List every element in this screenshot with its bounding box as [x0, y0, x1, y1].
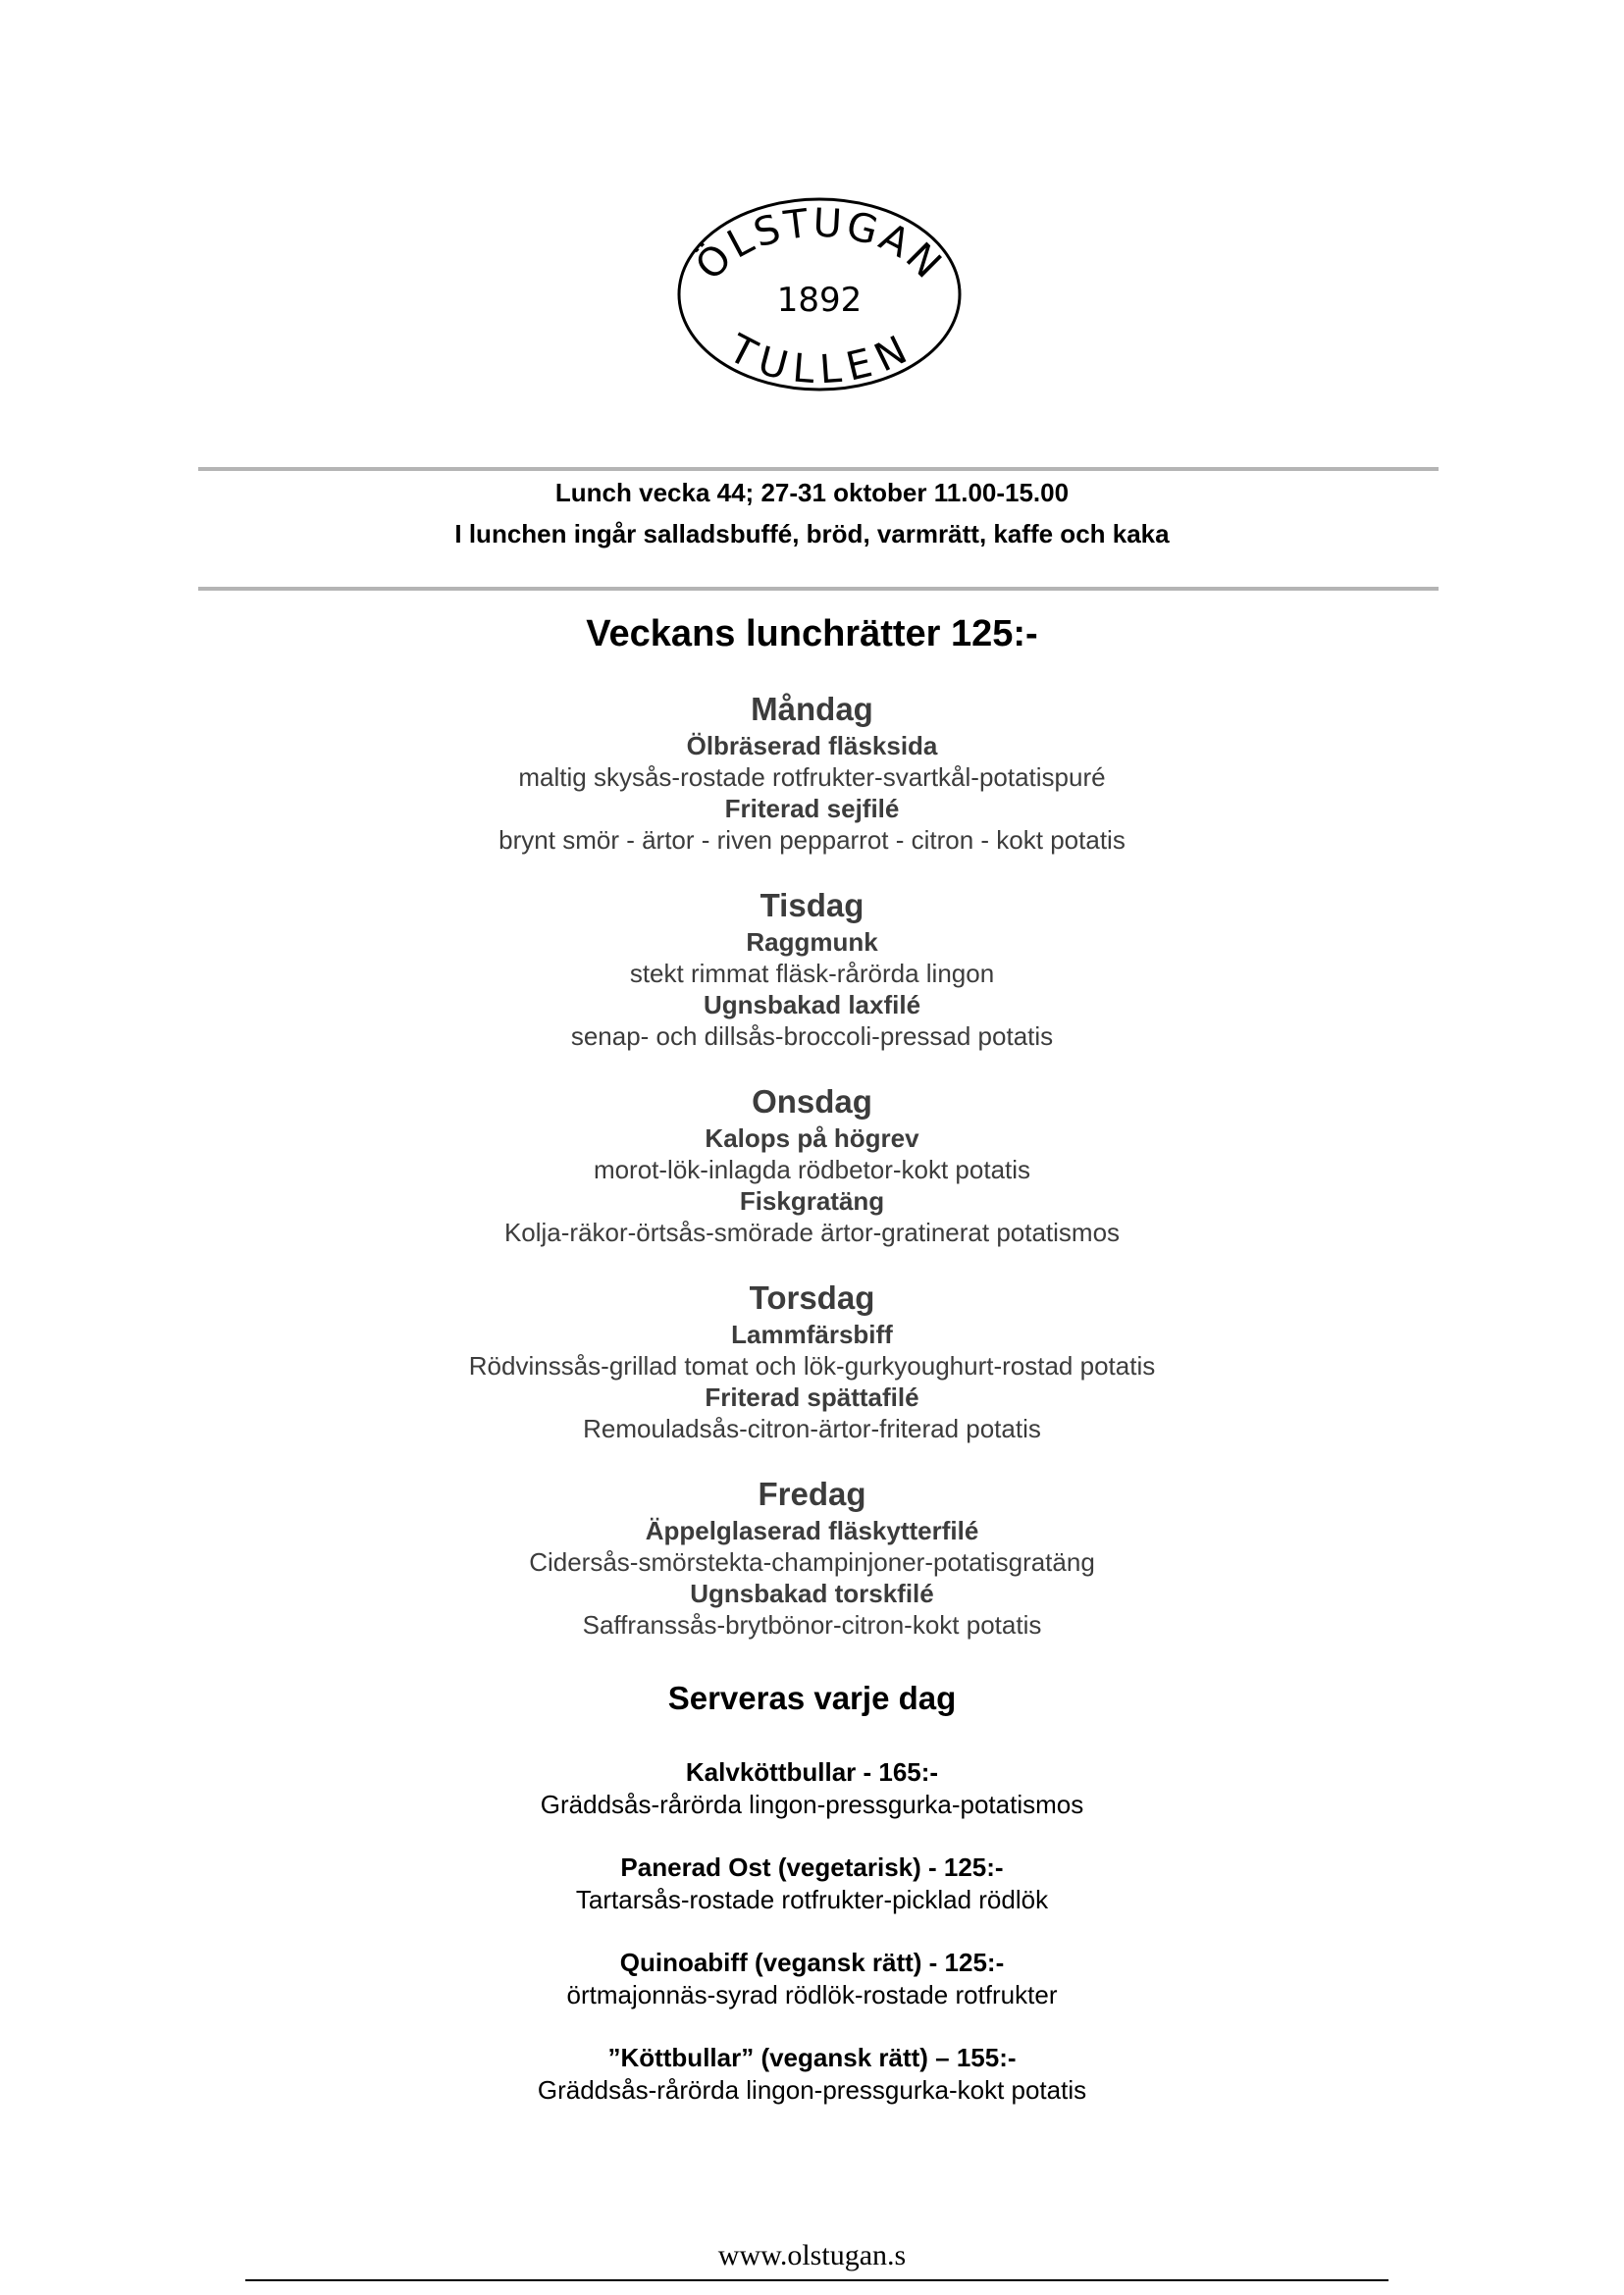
daily-item: [0, 2042, 1624, 2107]
dish-description: senap- och dillsås-broccoli-pressad potatis: [570, 1021, 1054, 1051]
dish-description: Gräddsås-rårörda lingon-pressgurka-potatismos: [540, 1790, 1084, 1819]
dish-description: Tartarsås-rostade rotfrukter-picklad rödlök: [575, 1885, 1049, 1914]
dish-name: Raggmunk: [746, 927, 878, 957]
dish-description: Saffranssås-brytbönor-citron-kokt potatis: [582, 1610, 1042, 1640]
dish-name: Äppelglaserad fläskytterfilé: [645, 1516, 979, 1545]
daily-dishes-title: Serveras varje dag: [667, 1680, 957, 1716]
dish-name: Lammfärsbiff: [731, 1320, 893, 1349]
dish-name: Quinoabiff (vegansk rätt) - 125:-: [619, 1948, 1005, 1977]
dish-description: Cidersås-smörstekta-champinjoner-potatisgratäng: [529, 1547, 1095, 1577]
logo-year: 1892: [776, 281, 863, 320]
dish-description: maltig skysås-rostade rotfrukter-svartkål-potatispuré: [518, 762, 1106, 792]
dish-description: Remouladsås-citron-ärtor-friterad potatis: [583, 1414, 1041, 1443]
dish-description: Kolja-räkor-örtsås-smörade ärtor-gratinerat potatismos: [503, 1218, 1121, 1247]
day-section-tuesday: [0, 885, 1624, 1052]
daily-item: [0, 1852, 1624, 1916]
svg-text:TULLEN: [720, 326, 917, 392]
day-name: Måndag: [751, 691, 873, 727]
olstugan-logo: [667, 191, 971, 397]
footer-website-link[interactable]: www.olstugan.s: [717, 2239, 907, 2271]
daily-item: [0, 1947, 1624, 2011]
daily-item: [0, 1756, 1624, 1821]
dish-name: Ugnsbakad torskfilé: [690, 1579, 934, 1608]
day-section-thursday: [0, 1278, 1624, 1444]
dish-name: Panerad Ost (vegetarisk) - 125:-: [620, 1852, 1004, 1882]
dish-name: Fiskgratäng: [739, 1186, 885, 1216]
dish-description: Rödvinssås-grillad tomat och lök-gurkyoughurt-rostad potatis: [468, 1351, 1156, 1381]
dish-description: Gräddsås-rårörda lingon-pressgurka-kokt potatis: [537, 2075, 1087, 2105]
day-name: Torsdag: [749, 1279, 875, 1316]
dish-description: stekt rimmat fläsk-rårörda lingon: [629, 959, 995, 988]
top-divider: [198, 467, 1439, 471]
dish-description: morot-lök-inlagda rödbetor-kokt potatis: [593, 1155, 1031, 1184]
dish-name: ”Köttbullar” (vegansk rätt) – 155:-: [607, 2043, 1017, 2072]
dish-name: Friterad sejfilé: [724, 794, 900, 823]
weekly-dishes-title: Veckans lunchrätter 125:-: [586, 613, 1038, 654]
footer-divider: [245, 2279, 1388, 2281]
middle-divider: [198, 587, 1439, 591]
dish-description: brynt smör - ärtor - riven pepparrot - citron - kokt potatis: [498, 825, 1126, 855]
svg-text:ÖLSTUGAN: [686, 200, 952, 288]
dish-name: Kalops på högrev: [705, 1123, 919, 1153]
day-section-wednesday: [0, 1081, 1624, 1248]
dish-name: Ölbräserad fläsksida: [686, 731, 938, 760]
day-section-monday: [0, 689, 1624, 856]
day-section-friday: [0, 1474, 1624, 1641]
lunch-includes-text: I lunchen ingår salladsbuffé, bröd, varmrätt, kaffe och kaka: [454, 519, 1170, 548]
day-name: Fredag: [758, 1476, 866, 1512]
dish-description: örtmajonnäs-syrad rödlök-rostade rotfrukter: [566, 1980, 1058, 2009]
day-name: Tisdag: [760, 887, 864, 923]
logo-top-text: ÖLSTUGAN: [687, 200, 952, 289]
day-name: Onsdag: [752, 1083, 872, 1120]
lunch-week-heading: Lunch vecka 44; 27-31 oktober 11.00-15.00: [554, 478, 1070, 507]
dish-name: Kalvköttbullar - 165:-: [685, 1757, 939, 1787]
dish-name: Ugnsbakad laxfilé: [703, 990, 921, 1019]
dish-name: Friterad spättafilé: [705, 1382, 919, 1412]
logo-bottom-text: TULLEN: [721, 326, 917, 393]
